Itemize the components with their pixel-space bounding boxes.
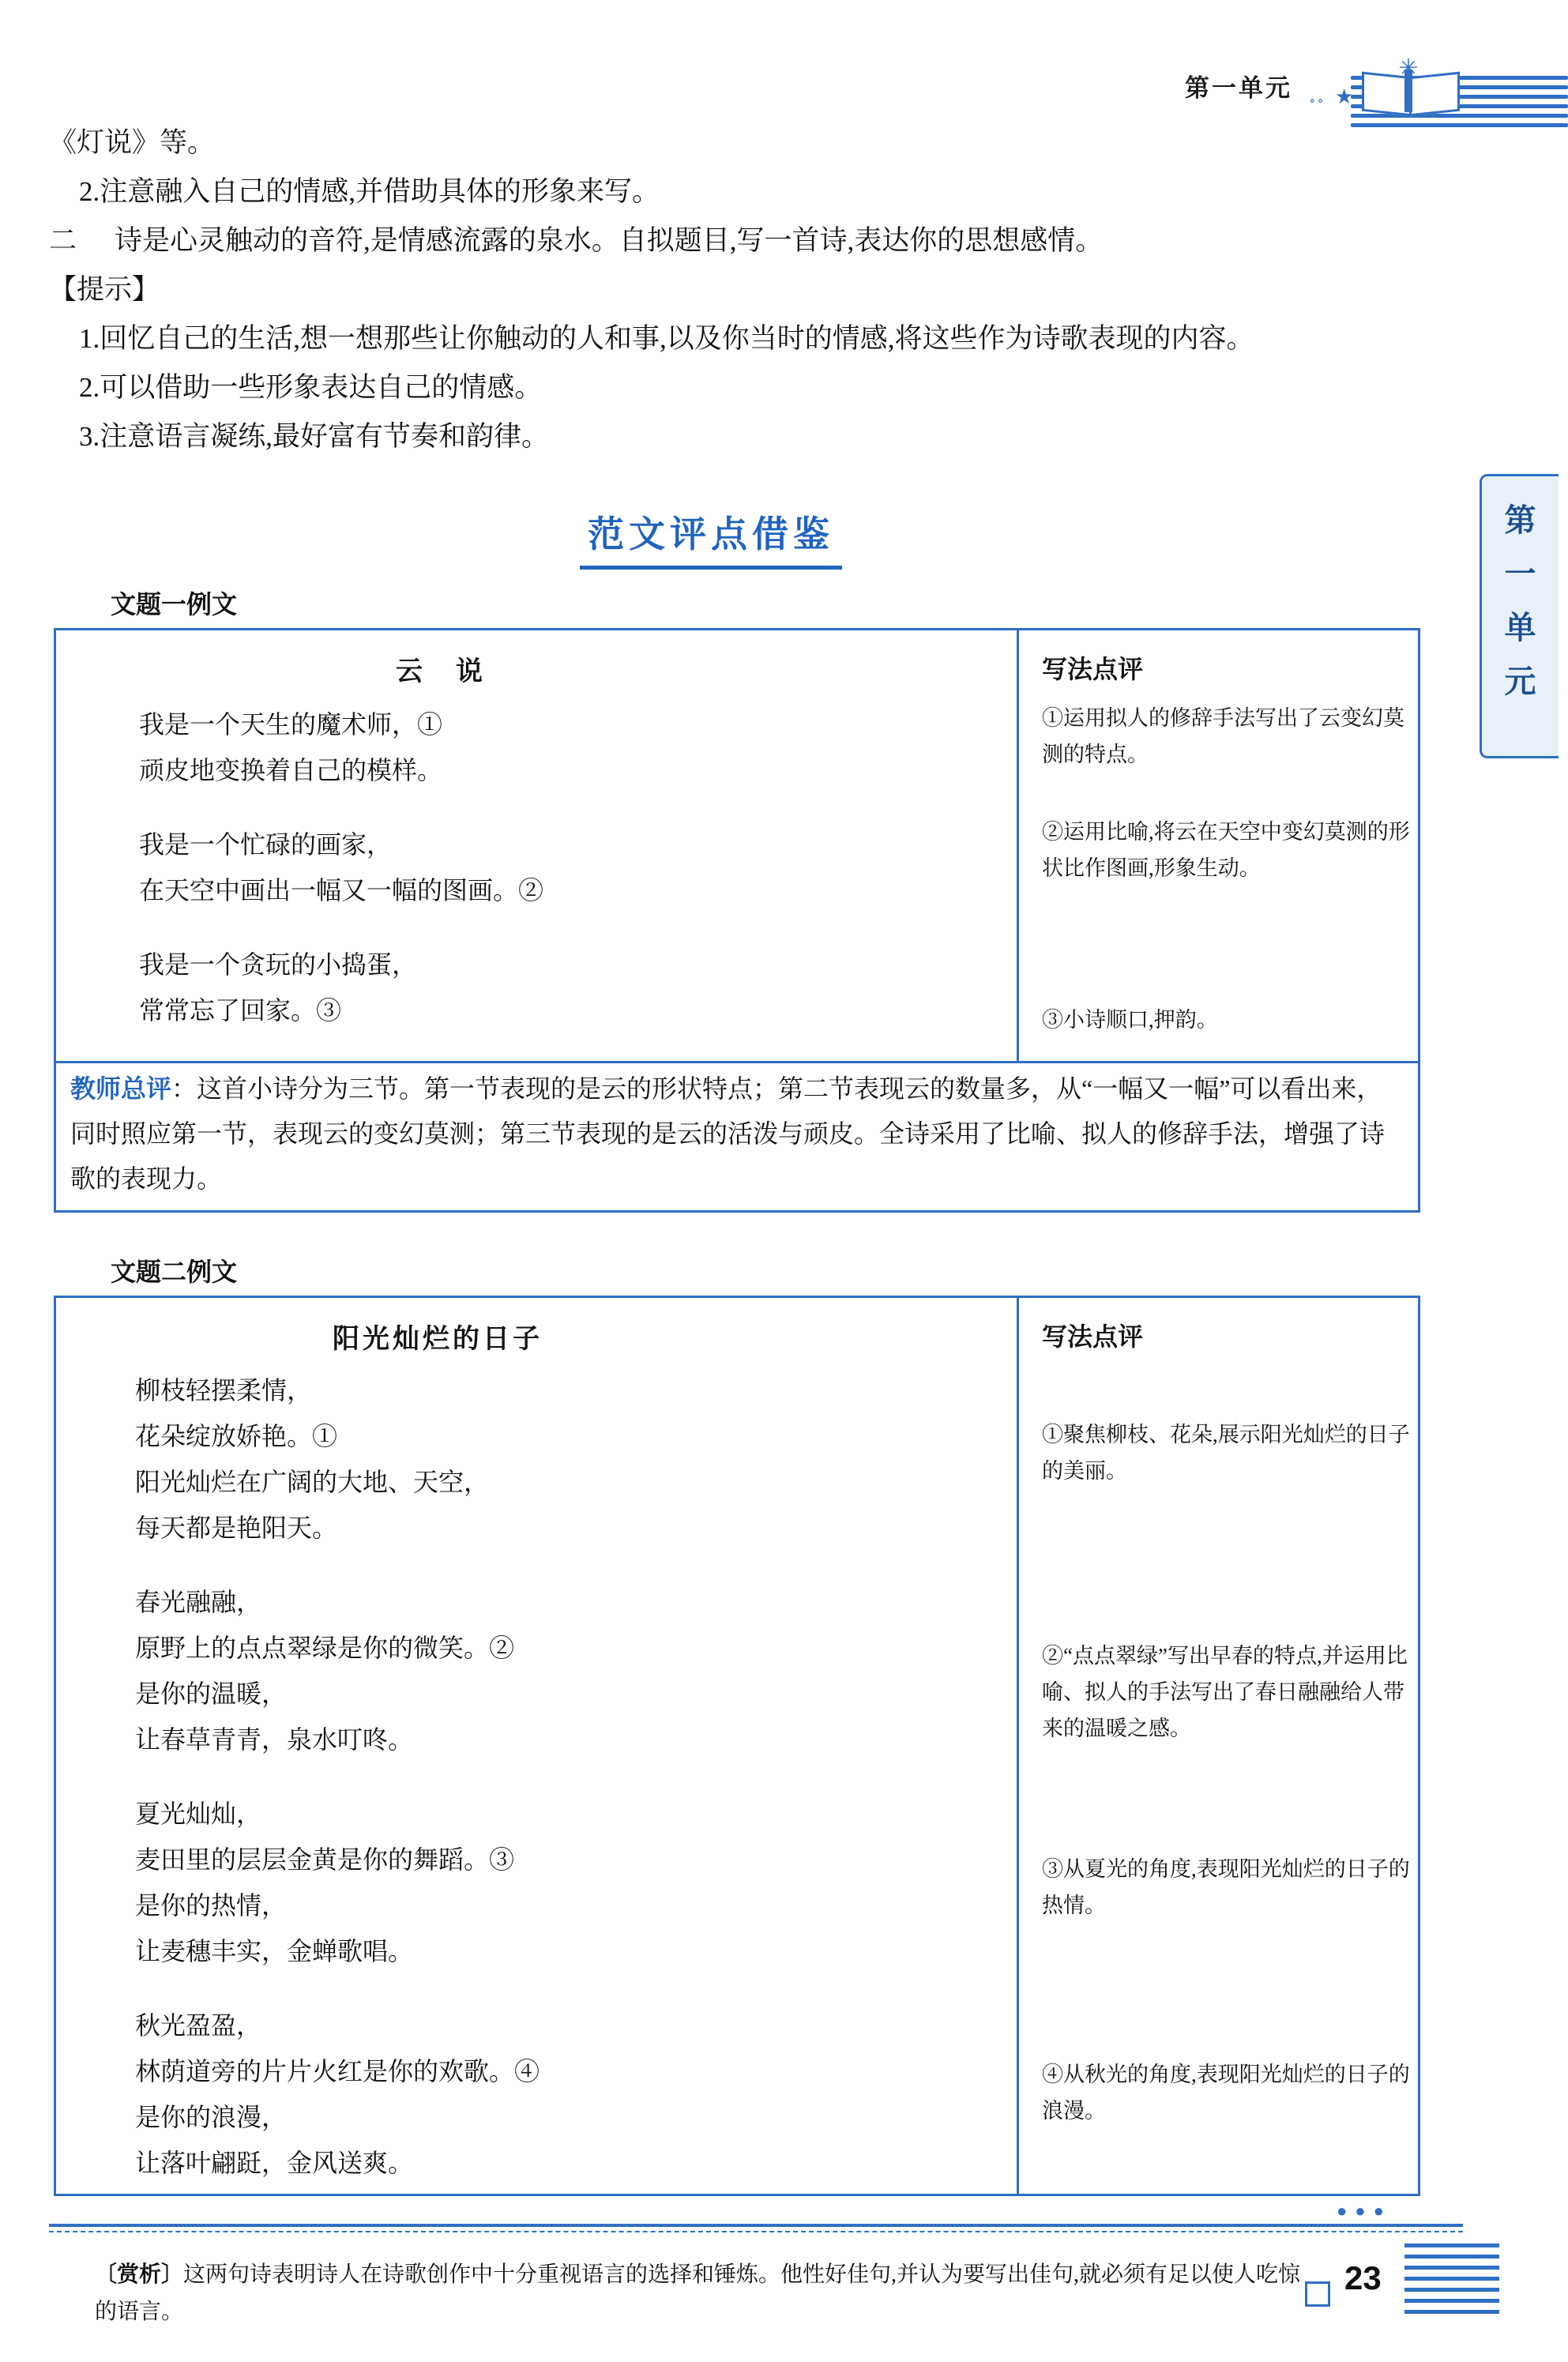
poem-line: 林荫道旁的片片火红是你的欢歌。④ (135, 2057, 540, 2086)
sample-2-label: 文题二例文 (111, 1258, 238, 1286)
poem-line: 柳枝轻摆柔情， (135, 1376, 313, 1405)
hint-line-3: 3.注意语言凝练,最好富有节奏和韵律。 (79, 421, 550, 452)
sample-1-label: 文题一例文 (111, 590, 238, 619)
poem-stanza (135, 1579, 972, 1762)
table-2-vertical-divider (1017, 1298, 1019, 2194)
poem-line: 我是一个天生的魔术师，① (139, 710, 443, 739)
sample-1-comment-3: ③小诗顺口,押韵。 (1042, 1008, 1218, 1032)
page-number-stripes (1404, 2244, 1499, 2332)
poem-line: 在天空中画出一幅又一幅的图画。② (139, 876, 544, 905)
poem-line: 春光融融， (135, 1588, 262, 1616)
teacher-summary-label: 教师总评 (70, 1074, 172, 1103)
poem-line: 每天都是艳阳天。 (135, 1514, 338, 1542)
poem-stanza (135, 1367, 972, 1551)
sparkle-icon: ✳ (1398, 55, 1419, 81)
section-banner-title: 范文评点借鉴 (580, 506, 842, 570)
teacher-summary-text: ：这首小诗分为三节。第一节表现的是云的形状特点；第二节表现云的数量多，从“一幅又一幅”可以看出来，同时照应第一节，表现云的变幻莫测；第三节表现的是云的活泼与顽皮。全诗采用了比喻、拟人的修辞手法，增强了诗歌的表现力。 (70, 1074, 1386, 1193)
intro-item-number: 二 (49, 225, 77, 256)
table-1-vertical-divider (1017, 630, 1019, 1061)
poem-line: 顽皮地变换着自己的模样。 (139, 756, 443, 784)
poem-line: 我是一个贪玩的小捣蛋， (139, 950, 418, 979)
intro-text-block (49, 118, 1423, 461)
teacher-summary-block (70, 1066, 1397, 1202)
intro-line-1: 《灯说》等。 (49, 127, 216, 158)
side-tab-char-1: 第 (1504, 503, 1536, 538)
hint-line-1: 1.回忆自己的生活,想一想那些让你触动的人和事,以及你当时的情感,将这些作为诗歌表现的内容。 (79, 323, 1254, 354)
poem-stanza (139, 942, 968, 1033)
hint-label: 【提示】 (49, 274, 160, 305)
poem-line: 夏光灿灿， (135, 1800, 262, 1828)
footer-rule-solid (49, 2224, 1463, 2227)
star-icon: ★ (1335, 85, 1354, 108)
poem-line: 我是一个忙碌的画家， (139, 830, 393, 859)
poem-line: 让落叶翩跹，金风送爽。 (135, 2149, 414, 2177)
poem-line: 阳光灿烂在广阔的大地、天空， (135, 1468, 490, 1496)
sample-1-comment-1: ①运用拟人的修辞手法写出了云变幻莫测的特点。 (1042, 706, 1404, 766)
page-corner-decoration (1305, 2281, 1330, 2307)
poem-line: 花朵绽放娇艳。① (135, 1422, 338, 1450)
side-tab-char-2: 一 (1504, 557, 1536, 592)
poem-line: 是你的浪漫， (135, 2103, 288, 2131)
footer-dots-decoration: ●●● (1337, 2201, 1392, 2221)
sample-1-comment-2: ②运用比喻,将云在天空中变幻莫测的形状比作图画,形象生动。 (1042, 820, 1410, 880)
intro-line-3 (49, 216, 1423, 265)
footer-rule-dashed (49, 2231, 1463, 2232)
page-number-block (1343, 2244, 1438, 2332)
footer-annotation-tag: 〔赏析〕 (95, 2262, 184, 2287)
poem-line: 让春草青青，泉水叮咚。 (135, 1725, 414, 1754)
sample-1-poem-title: 云 说 (396, 656, 486, 686)
sample-1-comment-header: 写法点评 (1042, 655, 1144, 683)
footer-annotation (95, 2256, 1311, 2330)
sample-2-comment-3: ③从夏光的角度,表现阳光灿烂的日子的热情。 (1042, 1857, 1410, 1917)
footer-annotation-text: 这两句诗表明诗人在诗歌创作中十分重视语言的选择和锤炼。他性好佳句,并认为要写出佳句,就必须有足以使人吃惊的语言。 (95, 2262, 1301, 2324)
sample-2-comment-4: ④从秋光的角度,表现阳光灿烂的日子的浪漫。 (1042, 2063, 1410, 2123)
poem-stanza (139, 701, 968, 793)
poem-line: 是你的温暖， (135, 1679, 288, 1708)
sample-2-table (54, 1296, 1420, 2196)
sample-1-table (54, 628, 1420, 1213)
sample-2-comment-2: ②“点点翠绿”写出早春的特点,并运用比喻、拟人的手法写出了春日融融给人带来的温暖之感。 (1042, 1644, 1408, 1740)
poem-stanza (139, 822, 968, 913)
intro-item-text: 诗是心灵触动的音符,是情感流露的泉水。自拟题目,写一首诗,表达你的思想感情。 (115, 225, 1104, 256)
open-book-icon (1357, 57, 1460, 112)
intro-line-2: 2.注意融入自己的情感,并借助具体的形象来写。 (79, 176, 660, 207)
poem-stanza (135, 2003, 972, 2186)
poem-line: 原野上的点点翠绿是你的微笑。② (135, 1634, 515, 1662)
sample-2-poem-body (135, 1367, 972, 2214)
poem-stanza (135, 1791, 972, 1974)
side-tab-unit-marker (1480, 474, 1559, 758)
sample-2-poem-title: 阳光灿烂的日子 (333, 1324, 543, 1354)
page-number: 23 (1344, 2259, 1382, 2296)
side-tab-char-4: 元 (1504, 664, 1536, 699)
sample-2-comment-header: 写法点评 (1042, 1322, 1144, 1351)
sample-1-poem-body (139, 701, 968, 1062)
poem-line: 麦田里的层层金黄是你的舞蹈。③ (135, 1845, 515, 1874)
poem-line: 让麦穗丰实，金蝉歌唱。 (135, 1937, 414, 1965)
poem-line: 常常忘了回家。③ (139, 996, 342, 1025)
hint-line-2: 2.可以借助一些形象表达自己的情感。 (79, 372, 543, 403)
section-banner (0, 506, 1422, 570)
sample-2-comment-1: ①聚焦柳枝、花朵,展示阳光灿烂的日子的美丽。 (1042, 1423, 1410, 1483)
header-dots-decoration: ∘∘ (1309, 93, 1325, 108)
poem-line: 秋光盈盈， (135, 2011, 262, 2040)
side-tab-char-3: 单 (1504, 611, 1536, 645)
poem-line: 是你的热情， (135, 1891, 288, 1920)
unit-header-title: 第一单元 (1185, 74, 1292, 102)
